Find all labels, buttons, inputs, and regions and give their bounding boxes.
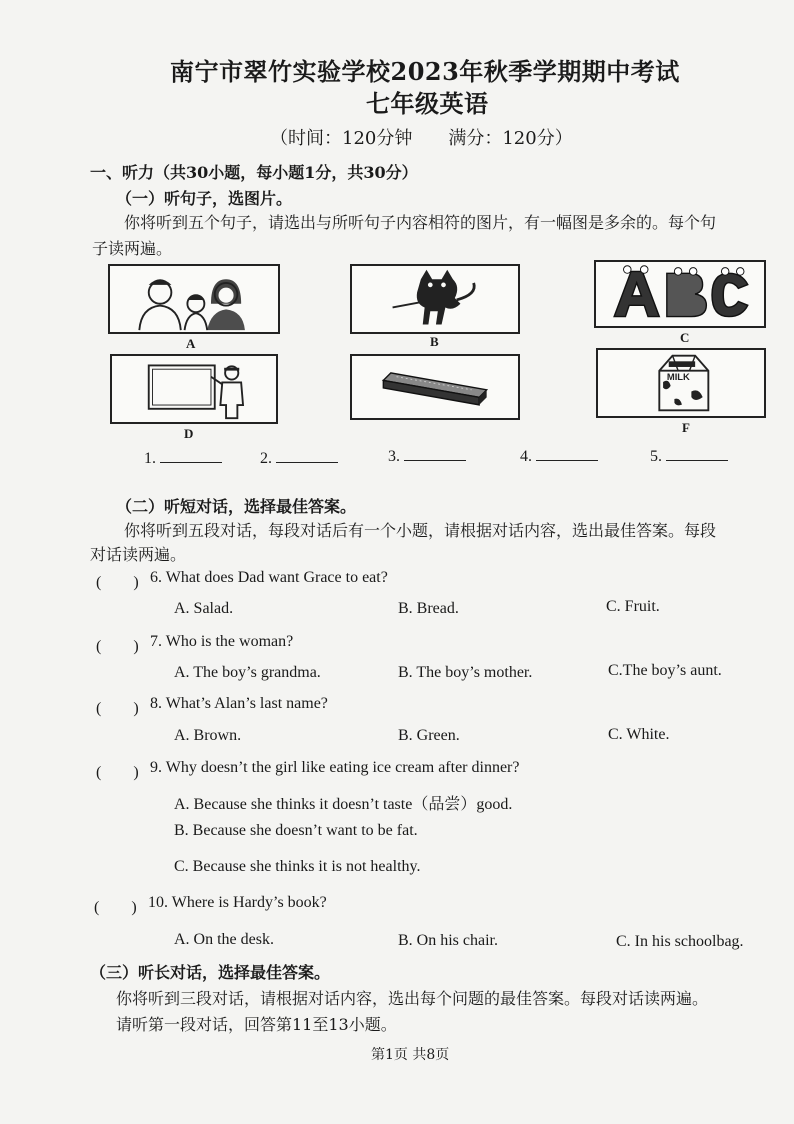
section-heading-listening: 一、听力（共30小题，每小题1分，共30分）	[90, 163, 418, 182]
answer-paren-8[interactable]: ( )	[96, 700, 139, 717]
exam-subtitle: 七年级英语	[366, 89, 489, 118]
exam-title: 南宁市翠竹实验学校2023年秋季学期期中考试	[170, 57, 680, 86]
answer-paren-6[interactable]: ( )	[96, 574, 139, 591]
part2-instruction-line2: 对话读两遍。	[90, 545, 187, 564]
picture-f	[596, 348, 766, 418]
q6-option-c[interactable]: C. Fruit.	[606, 598, 660, 615]
question-9: 9. Why doesn’t the girl like eating ice cream after dinner?	[150, 759, 520, 776]
picture-c	[594, 260, 766, 328]
q10-option-c[interactable]: C. In his schoolbag.	[616, 933, 744, 950]
q10-option-a[interactable]: A. On the desk.	[174, 931, 274, 948]
teacher-board-icon	[112, 356, 276, 422]
milk-text: MILK	[666, 371, 690, 383]
ruler-icon	[352, 356, 518, 418]
q8-option-b[interactable]: B. Green.	[398, 727, 460, 744]
answer-blank-5[interactable]: 5.	[650, 446, 728, 466]
part3-instruction-line2: 请听第一段对话，回答第11至13小题。	[116, 1015, 397, 1034]
q6-option-b[interactable]: B. Bread.	[398, 600, 459, 617]
answer-paren-7[interactable]: ( )	[96, 638, 139, 655]
picture-label-d: D	[184, 426, 194, 441]
q9-option-c[interactable]: C. Because she thinks it is not healthy.	[174, 858, 421, 875]
exam-meta: （时间：120分钟 满分：120分）	[270, 128, 573, 149]
q7-option-a[interactable]: A. The boy’s grandma.	[174, 664, 321, 681]
answer-paren-10[interactable]: ( )	[94, 899, 137, 916]
picture-label-a: A	[186, 336, 196, 351]
picture-d	[110, 354, 278, 424]
answer-blank-1[interactable]: 1.	[144, 448, 222, 468]
question-8: 8. What’s Alan’s last name?	[150, 695, 328, 712]
part2-heading: （二）听短对话，选择最佳答案。	[116, 497, 357, 516]
page-number: 第1页 共8页	[371, 1047, 450, 1063]
part1-instruction-line1: 你将听到五个句子，请选出与所听句子内容相符的图片，有一幅图是多余的。每个句	[124, 213, 717, 232]
question-10: 10. Where is Hardy’s book?	[148, 894, 327, 911]
question-6: 6. What does Dad want Grace to eat?	[150, 569, 388, 586]
q10-option-b[interactable]: B. On his chair.	[398, 932, 498, 949]
answer-blank-2[interactable]: 2.	[260, 448, 338, 468]
picture-label-b: B	[430, 334, 439, 349]
part1-heading: （一）听句子，选图片。	[116, 189, 293, 208]
q8-option-a[interactable]: A. Brown.	[174, 727, 242, 744]
part3-instruction-line1: 你将听到三段对话，请根据对话内容，选出每个问题的最佳答案。每段对话读两遍。	[116, 989, 709, 1008]
q7-option-c[interactable]: C.The boy’s aunt.	[608, 662, 722, 679]
part1-instruction-line2: 子读两遍。	[92, 239, 173, 258]
family-icon	[110, 266, 278, 332]
cat-icon	[352, 266, 518, 332]
picture-b	[350, 264, 520, 334]
q6-option-a[interactable]: A. Salad.	[174, 600, 234, 617]
milk-carton-icon	[598, 350, 764, 416]
picture-label-c: C	[680, 330, 690, 345]
answer-paren-9[interactable]: ( )	[96, 764, 139, 781]
picture-e	[350, 354, 520, 420]
answer-blank-4[interactable]: 4.	[520, 446, 598, 466]
picture-label-f: F	[682, 420, 690, 435]
question-7: 7. Who is the woman?	[150, 633, 294, 650]
abc-letters-icon	[596, 262, 764, 326]
q8-option-c[interactable]: C. White.	[608, 726, 670, 743]
answer-blank-3[interactable]: 3.	[388, 446, 466, 466]
part2-instruction-line1: 你将听到五段对话，每段对话后有一个小题，请根据对话内容，选出最佳答案。每段	[124, 521, 717, 540]
q9-option-b[interactable]: B. Because she doesn’t want to be fat.	[174, 822, 418, 839]
q7-option-b[interactable]: B. The boy’s mother.	[398, 664, 533, 681]
picture-a	[108, 264, 280, 334]
part3-heading: （三）听长对话，选择最佳答案。	[90, 963, 331, 982]
q9-option-a[interactable]: A. Because she thinks it doesn’t taste（品尝）good.	[174, 796, 513, 813]
